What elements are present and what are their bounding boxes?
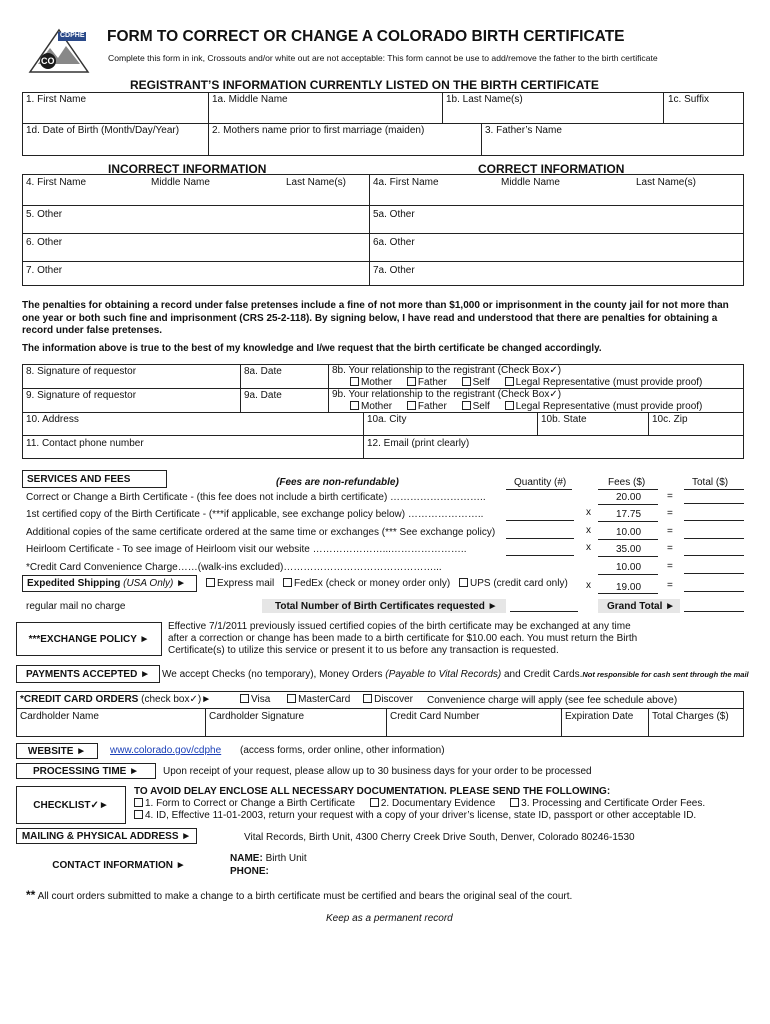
fee-row-label: Correct or Change a Birth Certificate - (this fee does not include a birth certificate) ………………………..: [26, 492, 486, 503]
incorrect-other-5[interactable]: 5. Other: [26, 209, 63, 220]
non-refundable-note: (Fees are non-refundable): [276, 477, 399, 488]
father-checkbox[interactable]: [407, 377, 416, 386]
self-label: Self: [472, 377, 490, 388]
services-fees-label: SERVICES AND FEES: [22, 470, 167, 488]
registrant-heading: REGISTRANT’S INFORMATION CURRENTLY LISTED ON THE BIRTH CERTIFICATE: [130, 78, 599, 92]
quantity-input[interactable]: [506, 520, 574, 521]
fee-row-total-input[interactable]: [684, 573, 744, 574]
checklist-form-checkbox[interactable]: [134, 798, 143, 807]
legal-rep-checkbox[interactable]: [505, 377, 514, 386]
checklist-items-row1[interactable]: [134, 798, 705, 809]
fee-row-total-input[interactable]: [684, 538, 744, 539]
phone-field[interactable]: 11. Contact phone number: [26, 438, 144, 449]
credit-title: *CREDIT CARD ORDERS: [20, 694, 139, 705]
payments-text: [162, 669, 749, 680]
cdphe-logo: [28, 28, 90, 74]
court-orders-note: [26, 888, 572, 902]
state-field[interactable]: 10b. State: [541, 414, 587, 425]
payments-payable: (Payable to Vital Records): [385, 669, 502, 680]
fedex-label: FedEx (check or money order only): [294, 578, 451, 589]
correct-other-7[interactable]: 7a. Other: [373, 265, 415, 276]
first-name-field[interactable]: 1. First Name: [26, 94, 87, 105]
card-number-field[interactable]: Credit Card Number: [390, 711, 480, 722]
visa-checkbox[interactable]: [240, 694, 249, 703]
exchange-policy-text: Effective 7/1/2011 previously issued certified copies of the birth certificate may be exchanged at any time after a correction or change has been made to a birth certificate for $10.00 each. You must return the Birth Certificate(s) to utilize this service or present it to us before any transaction is requested.: [168, 621, 638, 656]
expedited-x: x: [586, 580, 591, 591]
checklist-id-label: 4. ID, Effective 11-01-2003, return your request with a copy of your driver’s license, state ID, passport or other acceptable ID.: [145, 810, 697, 821]
ups-checkbox[interactable]: [459, 578, 468, 587]
total-certs-label: Total Number of Birth Certificates requested ►: [275, 601, 498, 612]
affirmation-text: The information above is true to the best of my knowledge and I/we request that the birth certificate be changed accordingly.: [22, 343, 602, 354]
date-8a-field[interactable]: 8a. Date: [244, 366, 282, 377]
expedited-fee: 19.00: [616, 582, 642, 593]
checklist-id-checkbox[interactable]: [134, 810, 143, 819]
cardholder-name-field[interactable]: Cardholder Name: [20, 711, 99, 722]
form-subtitle: Complete this form in ink, Crossouts and/or white out are not acceptable: This form cannot be use to add/remove the father to the birth certificate: [108, 53, 658, 63]
expedited-subtitle: (USA Only) ►: [123, 578, 186, 589]
middle-name-field[interactable]: 1a. Middle Name: [212, 94, 288, 105]
card-type-options[interactable]: [240, 694, 413, 705]
fee-row-rule: [598, 556, 658, 557]
self-checkbox[interactable]: [462, 401, 471, 410]
fees-header: Fees ($): [608, 477, 646, 488]
logo-text: CDPHE: [60, 32, 85, 39]
website-label: WEBSITE ►: [16, 743, 98, 759]
exchange-policy-label: ***EXCHANGE POLICY ►: [16, 622, 162, 656]
checklist-fees-label: 3. Processing and Certificate Order Fees.: [521, 798, 706, 809]
relationship-9b-label: 9b. Your relationship to the registrant (Check Box✓): [332, 389, 562, 400]
processing-time-label: PROCESSING TIME ►: [16, 763, 156, 779]
email-field[interactable]: 12. Email (print clearly): [367, 438, 470, 449]
fee-row-rule: [598, 504, 658, 505]
incorrect-other-7[interactable]: 7. Other: [26, 265, 63, 276]
checklist-label: CHECKLIST✓►: [16, 786, 126, 824]
fee-row-multiplier: x: [586, 525, 591, 536]
expiration-date-field[interactable]: Expiration Date: [565, 711, 634, 722]
signature-8-field[interactable]: 8. Signature of requestor: [26, 366, 137, 377]
quantity-input[interactable]: [506, 538, 574, 539]
father-label: Father: [417, 401, 447, 412]
cardholder-signature-field[interactable]: Cardholder Signature: [209, 711, 305, 722]
fee-row-fee: 35.00: [616, 544, 642, 555]
legal-rep-label: Legal Representative (must provide proof): [515, 377, 703, 388]
penalty-text: The penalties for obtaining a record under false pretenses include a fine of not more than $1,000 or imprisonment in the county jail for not more than one year or both such fine and imprisonment (CRS 25-2-118). By signing below, I have read and understood that there are penalties for obtaining a record under false pretenses.: [22, 300, 729, 336]
fathers-name-field[interactable]: 3. Father’s Name: [485, 125, 562, 136]
registrant-table: [22, 92, 744, 156]
checklist-heading: TO AVOID DELAY ENCLOSE ALL NECESSARY DOCUMENTATION. PLEASE SEND THE FOLLOWING:: [134, 786, 611, 797]
checklist-items-row2[interactable]: [134, 810, 696, 821]
relationship-8b-label: 8b. Your relationship to the registrant (Check Box✓): [332, 365, 562, 376]
incorrect-first-name[interactable]: 4. First Name: [26, 177, 87, 188]
mastercard-label: MasterCard: [298, 694, 351, 705]
discover-label: Discover: [374, 694, 413, 705]
self-label: Self: [472, 401, 490, 412]
convenience-charge-note: Convenience charge will apply (see fee schedule above): [427, 695, 678, 706]
dob-field[interactable]: 1d. Date of Birth (Month/Day/Year): [26, 125, 180, 136]
checklist-evidence-label: 2. Documentary Evidence: [380, 798, 496, 809]
total-certs-input[interactable]: [510, 611, 578, 612]
checklist-evidence-checkbox[interactable]: [370, 798, 379, 807]
fee-row-label: Additional copies of the same certificate ordered at the same time or exchanges (*** See exchange policy): [26, 527, 496, 538]
fee-row-fee: 10.00: [616, 562, 642, 573]
mother-label: Mother: [361, 401, 393, 412]
discover-checkbox[interactable]: [363, 694, 372, 703]
payments-accepted-label: PAYMENTS ACCEPTED ►: [16, 665, 160, 683]
incorrect-heading: INCORRECT INFORMATION: [108, 162, 267, 176]
logo-abbr: CO: [41, 56, 55, 66]
website-description: (access forms, order online, other information): [240, 745, 445, 756]
form-title: FORM TO CORRECT OR CHANGE A COLORADO BIRTH CERTIFICATE: [107, 28, 625, 45]
fee-row-total-input[interactable]: [684, 520, 744, 521]
fee-row-equals: =: [667, 543, 673, 554]
fee-row-equals: =: [667, 508, 673, 519]
correct-middle-name[interactable]: Middle Name: [501, 177, 560, 188]
fee-row-fee: 17.75: [616, 509, 642, 520]
fee-row-rule: [598, 539, 658, 540]
contact-phone-label: PHONE:: [230, 866, 269, 877]
city-field[interactable]: 10a. City: [367, 414, 407, 425]
fee-row-label: Heirloom Certificate - To see image of Heirloom visit our website …………………...…………………..: [26, 544, 467, 555]
court-text: All court orders submitted to make a change to a birth certificate must be certified and bears the original seal of the court.: [37, 891, 573, 902]
fee-row-label: 1st certified copy of the Birth Certificate - (***if applicable, see exchange policy below) …………………..: [26, 509, 484, 520]
payments-cash-note: Not responsible for cash sent through the mail: [582, 670, 749, 679]
checklist-fees-checkbox[interactable]: [510, 798, 519, 807]
suffix-field[interactable]: 1c. Suffix: [668, 94, 709, 105]
mastercard-checkbox[interactable]: [287, 694, 296, 703]
fee-row-label: *Credit Card Convenience Charge……(walk-ins excluded)………………………………………...: [26, 562, 442, 573]
fee-row-multiplier: x: [586, 507, 591, 518]
visa-label: Visa: [251, 694, 271, 705]
regular-mail-note: regular mail no charge: [26, 601, 126, 612]
court-stars: **: [26, 888, 36, 902]
last-name-field[interactable]: 1b. Last Name(s): [446, 94, 523, 105]
fee-row-rule: [598, 521, 658, 522]
total-charges-field[interactable]: Total Charges ($): [652, 711, 729, 722]
credit-card-orders-label: [20, 694, 211, 705]
expedited-total-input[interactable]: [684, 591, 744, 592]
processing-time-text: Upon receipt of your request, please allow up to 30 business days for your order to be processed: [163, 766, 592, 777]
payments-main: We accept Checks (no temporary), Money Orders: [162, 669, 383, 680]
expedited-equals: =: [667, 580, 673, 591]
contact-information-label: CONTACT INFORMATION ►: [16, 848, 222, 882]
incorrect-other-6[interactable]: 6. Other: [26, 237, 63, 248]
expedited-shipping-label: [22, 575, 197, 592]
mailing-address-text: Vital Records, Birth Unit, 4300 Cherry Creek Drive South, Denver, Colorado 80246-1530: [244, 832, 635, 843]
fee-row-equals: =: [667, 526, 673, 537]
express-mail-checkbox[interactable]: [206, 578, 215, 587]
quantity-input[interactable]: [506, 555, 574, 556]
correct-first-name[interactable]: 4a. First Name: [373, 177, 439, 188]
correct-other-5[interactable]: 5a. Other: [373, 209, 415, 220]
mothers-maiden-field[interactable]: 2. Mothers name prior to first marriage (maiden): [212, 125, 425, 136]
website-link[interactable]: www.colorado.gov/cdphe: [110, 745, 222, 756]
ups-label: UPS (credit card only): [469, 578, 568, 589]
fee-row-fee: 20.00: [616, 492, 642, 503]
father-checkbox[interactable]: [407, 401, 416, 410]
grand-total-label: Grand Total ►: [607, 601, 676, 612]
correct-last-name[interactable]: Last Name(s): [636, 177, 697, 188]
mailing-address-label: MAILING & PHYSICAL ADDRESS ►: [16, 828, 197, 844]
grand-total-input[interactable]: [684, 611, 744, 612]
express-mail-label: Express mail: [217, 578, 275, 589]
mother-checkbox[interactable]: [350, 377, 359, 386]
father-label: Father: [417, 377, 447, 388]
incorrect-middle-name[interactable]: Middle Name: [151, 177, 210, 188]
fee-row-equals: =: [667, 491, 673, 502]
shipping-options[interactable]: [206, 578, 568, 589]
self-checkbox[interactable]: [462, 377, 471, 386]
legal-rep-checkbox[interactable]: [505, 401, 514, 410]
contact-name-label: NAME:: [230, 853, 263, 864]
incorrect-last-name[interactable]: Last Name(s): [286, 177, 347, 188]
date-9a-field[interactable]: 9a. Date: [244, 390, 282, 401]
relationship-9b-options[interactable]: [350, 401, 702, 412]
fee-row-fee: 10.00: [616, 527, 642, 538]
contact-name: [230, 853, 307, 864]
correct-other-6[interactable]: 6a. Other: [373, 237, 415, 248]
contact-name-value: Birth Unit: [265, 853, 307, 864]
checklist-form-label: 1. Form to Correct or Change a Birth Certificate: [145, 798, 356, 809]
fee-row-equals: =: [667, 561, 673, 572]
fee-row-total-input[interactable]: [684, 503, 744, 504]
payments-end: and Credit Cards.: [504, 669, 583, 680]
signature-9-field[interactable]: 9. Signature of requestor: [26, 390, 137, 401]
address-field[interactable]: 10. Address: [26, 414, 79, 425]
quantity-header: Quantity (#): [514, 477, 567, 488]
mother-checkbox[interactable]: [350, 401, 359, 410]
zip-field[interactable]: 10c. Zip: [652, 414, 688, 425]
expedited-title: Expedited Shipping: [27, 578, 121, 589]
fee-row-total-input[interactable]: [684, 555, 744, 556]
mother-label: Mother: [361, 377, 393, 388]
correct-heading: CORRECT INFORMATION: [478, 162, 625, 176]
total-header: Total ($): [692, 477, 729, 488]
relationship-8b-options[interactable]: [350, 377, 702, 388]
fedex-checkbox[interactable]: [283, 578, 292, 587]
credit-subtitle: (check box✓)►: [141, 694, 212, 705]
fee-row-multiplier: x: [586, 542, 591, 553]
permanent-record-note: Keep as a permanent record: [326, 913, 453, 924]
legal-rep-label: Legal Representative (must provide proof): [515, 401, 703, 412]
fee-row-rule: [598, 574, 658, 575]
